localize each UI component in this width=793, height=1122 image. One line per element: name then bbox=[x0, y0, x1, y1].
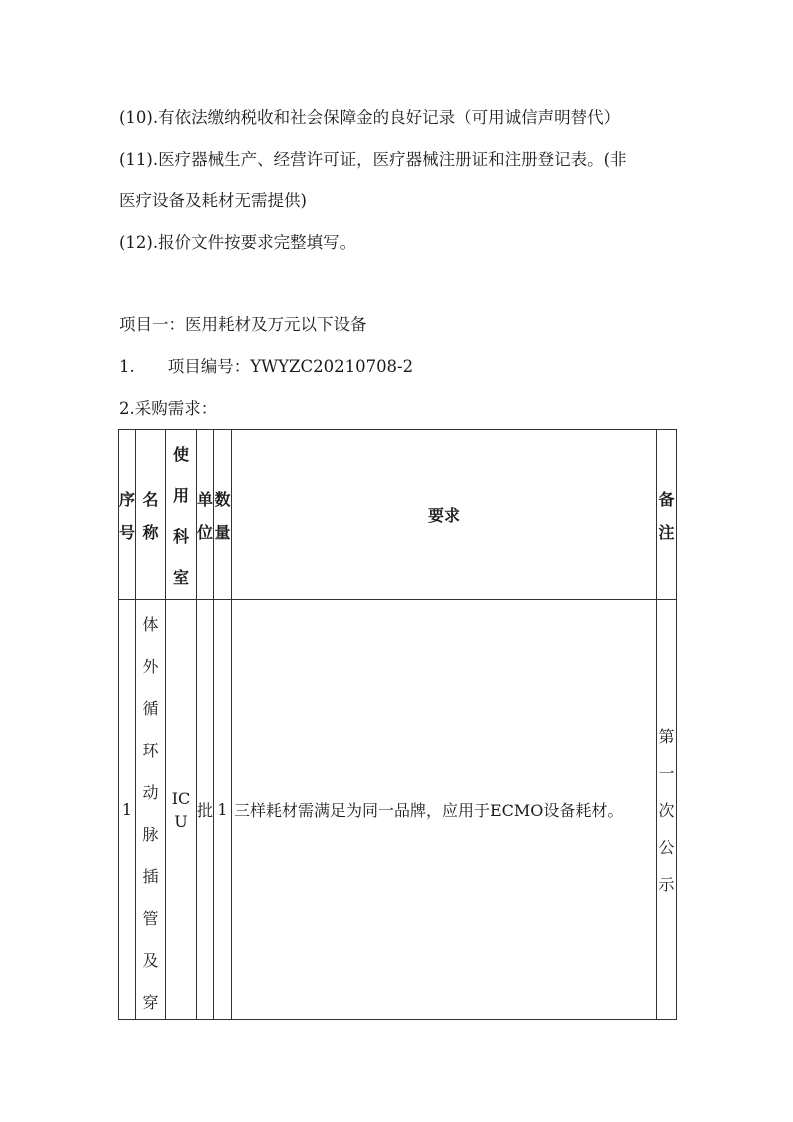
row1-qty: 1 bbox=[214, 600, 232, 1020]
row1-unit: 批 bbox=[197, 600, 214, 1020]
header-dept-char: 室 bbox=[172, 567, 189, 587]
row1-seq: 1 bbox=[119, 600, 136, 1020]
row1-name-char: 穿 bbox=[142, 993, 159, 1012]
header-unit-char: 单 bbox=[197, 489, 214, 509]
header-name bbox=[136, 430, 166, 600]
table-header-row bbox=[119, 430, 677, 600]
paragraph-10: (10).有依法缴纳税收和社会保障金的良好记录（可用诚信声明替代） bbox=[119, 108, 621, 127]
row1-name-char: 循 bbox=[142, 699, 159, 718]
header-unit-char: 位 bbox=[197, 522, 214, 542]
row1-name-char: 管 bbox=[142, 909, 159, 928]
row1-name-char: 动 bbox=[142, 783, 159, 802]
requirements-heading: 2.采购需求： bbox=[119, 399, 218, 418]
row1-name-char: 外 bbox=[142, 657, 159, 676]
row1-name-char: 体 bbox=[142, 615, 159, 634]
row1-remark-char: 第 bbox=[658, 727, 675, 746]
row1-remark-char: 一 bbox=[658, 764, 675, 783]
row1-remark-char: 示 bbox=[658, 875, 675, 894]
header-qty bbox=[214, 430, 232, 600]
header-qty-char: 数 bbox=[214, 489, 231, 509]
row1-name-char: 及 bbox=[142, 951, 159, 970]
table-row bbox=[119, 600, 677, 1020]
row1-name-char: 环 bbox=[142, 741, 159, 760]
header-dept-char: 使 bbox=[172, 444, 189, 464]
header-seq-char: 序 bbox=[119, 489, 136, 509]
header-dept-char: 科 bbox=[172, 526, 189, 546]
row1-name bbox=[136, 600, 166, 1020]
paragraph-12: (12).报价文件按要求完整填写。 bbox=[119, 233, 357, 252]
header-dept bbox=[166, 430, 197, 600]
row1-remark bbox=[657, 600, 677, 1020]
project-code: 1. 项目编号：YWYZC20210708-2 bbox=[119, 357, 414, 376]
header-dept-char: 用 bbox=[172, 485, 189, 505]
row1-name-char: 脉 bbox=[142, 825, 159, 844]
requirements-table bbox=[118, 429, 677, 1020]
row1-dept-char: U bbox=[174, 811, 188, 831]
row1-remark-char: 次 bbox=[658, 801, 675, 820]
header-remark-char: 备 bbox=[658, 489, 675, 509]
project-title: 项目一：医用耗材及万元以下设备 bbox=[119, 315, 367, 334]
row1-dept-char: IC bbox=[171, 788, 191, 808]
paragraph-11-line2: 医疗设备及耗材无需提供) bbox=[119, 191, 307, 210]
header-remark-char: 注 bbox=[658, 522, 675, 542]
row1-dept bbox=[166, 600, 197, 1020]
header-remark bbox=[657, 430, 677, 600]
header-seq-char: 号 bbox=[119, 522, 136, 542]
row1-name-char: 插 bbox=[142, 867, 159, 886]
row1-remark-char: 公 bbox=[658, 838, 675, 857]
row1-requirement: 三样耗材需满足为同一品牌，应用于ECMO设备耗材。 bbox=[232, 600, 657, 1020]
header-seq bbox=[119, 430, 136, 600]
header-requirement: 要求 bbox=[232, 430, 657, 600]
header-name-char: 称 bbox=[142, 522, 159, 542]
paragraph-11-line1: (11).医疗器械生产、经营许可证，医疗器械注册证和注册登记表。(非 bbox=[119, 150, 627, 169]
header-name-char: 名 bbox=[142, 489, 159, 509]
header-qty-char: 量 bbox=[214, 522, 231, 542]
header-unit bbox=[197, 430, 214, 600]
